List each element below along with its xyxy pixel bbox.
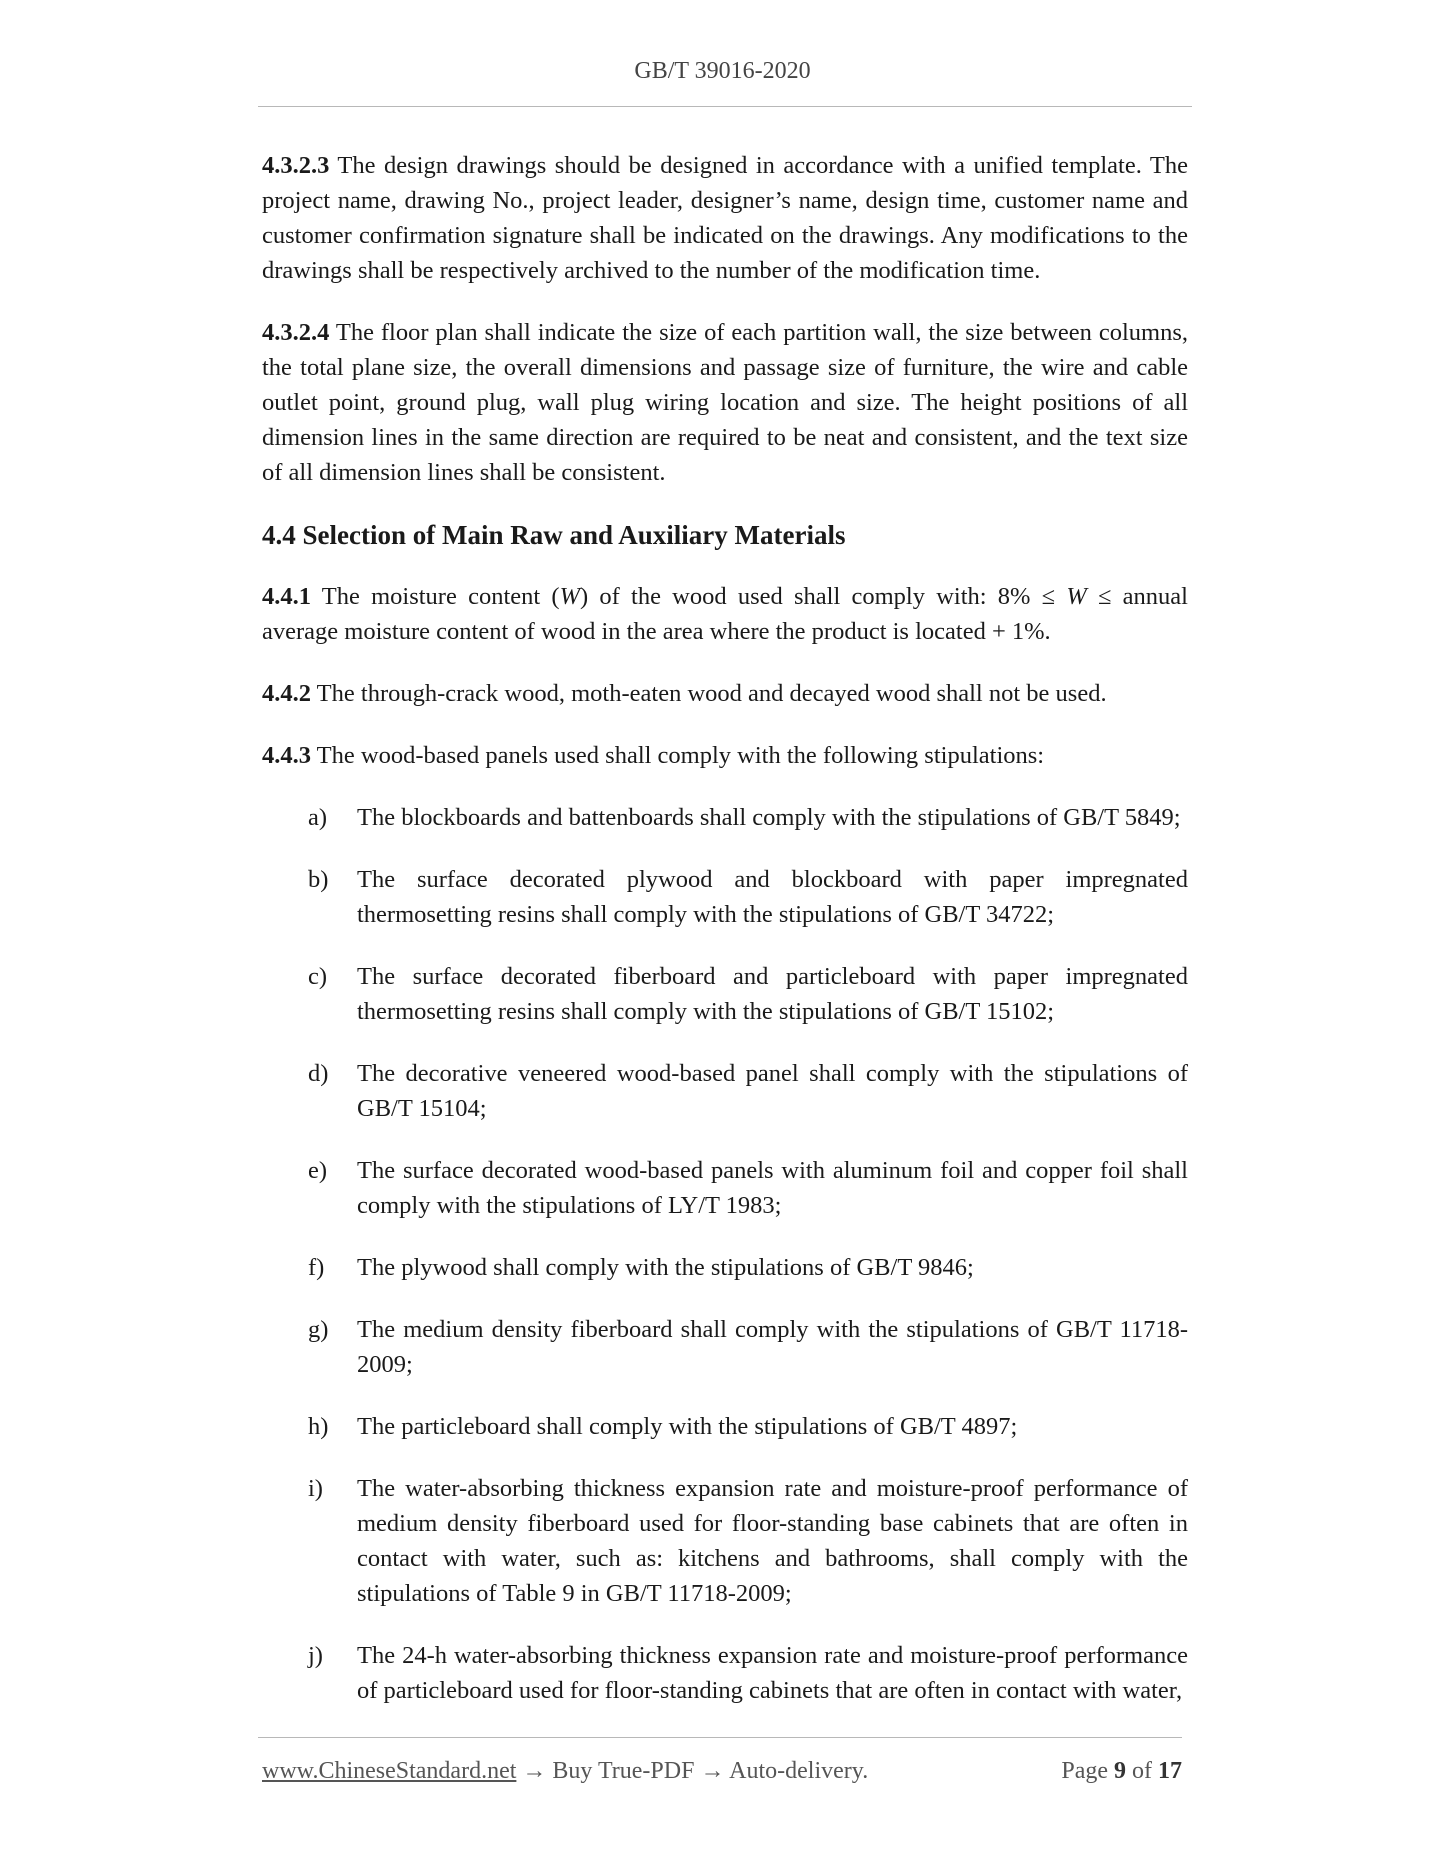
list-letter: d)	[308, 1060, 329, 1087]
arrow-icon: →	[700, 1758, 725, 1784]
list-letter: e)	[308, 1157, 328, 1184]
list-letter: a)	[308, 804, 328, 831]
page-number: 9	[1114, 1758, 1126, 1784]
stipulation-list	[262, 800, 1188, 1708]
variable-w: W	[1066, 583, 1087, 610]
list-text: The blockboards and battenboards shall comply with the stipulations of GB/T 5849;	[357, 804, 1181, 831]
page-label: Page	[1061, 1758, 1108, 1784]
list-item	[262, 1153, 1188, 1223]
list-letter: g)	[308, 1316, 329, 1343]
list-text: The plywood shall comply with the stipulations of GB/T 9846;	[357, 1254, 974, 1281]
buy-text: Buy True-PDF	[552, 1758, 695, 1784]
footer-divider	[258, 1737, 1182, 1738]
list-text: The decorative veneered wood-based panel shall comply with the stipulations of GB/T 15104;	[357, 1060, 1188, 1122]
clause-number: 4.3.2.4	[262, 319, 330, 346]
list-text: The particleboard shall comply with the stipulations of GB/T 4897;	[357, 1413, 1018, 1440]
list-item	[262, 1409, 1188, 1444]
clause-number: 4.4.3	[262, 742, 311, 769]
clause-text: The wood-based panels used shall comply with the following stipulations:	[311, 742, 1045, 769]
list-text: The water-absorbing thickness expansion rate and moisture-proof performance of medium density fiberboard used for floor-standing base cabinets that are often in contact with water, such as: kitchens and bathrooms, shall comply with the stipulations of Table 9 in GB/T 11718-2009;	[357, 1475, 1188, 1607]
list-item	[262, 1638, 1188, 1708]
list-letter: b)	[308, 866, 329, 893]
list-item	[262, 959, 1188, 1029]
list-item	[262, 862, 1188, 932]
list-item	[262, 800, 1188, 835]
document-body	[262, 148, 1188, 1735]
clause-number: 4.4.2	[262, 680, 311, 707]
list-item	[262, 1250, 1188, 1285]
of-label: of	[1132, 1758, 1152, 1784]
list-item	[262, 1471, 1188, 1611]
list-item	[262, 1056, 1188, 1126]
section-heading: 4.4 Selection of Main Raw and Auxiliary Materials	[262, 520, 846, 550]
page-total: 17	[1158, 1758, 1182, 1784]
list-item	[262, 1312, 1188, 1382]
list-text: The medium density fiberboard shall comply with the stipulations of GB/T 11718-2009;	[357, 1316, 1188, 1378]
list-letter: j)	[308, 1642, 323, 1669]
clause-4-3-2-3	[262, 148, 1188, 288]
delivery-text: Auto-delivery.	[729, 1758, 869, 1784]
variable-w: W	[559, 583, 580, 610]
clause-4-4-3	[262, 738, 1188, 773]
list-text: The surface decorated fiberboard and particleboard with paper impregnated thermosetting resins shall comply with the stipulations of GB/T 15102;	[357, 963, 1188, 1025]
clause-text: The floor plan shall indicate the size of each partition wall, the size between columns, the total plane size, the overall dimensions and passage size of furniture, the wire and cable outlet point, ground plug, wall plug wiring location and size. The height positions of all dimension lines in the same direction are required to be neat and consistent, and the text size of all dimension lines shall be consistent.	[262, 319, 1188, 486]
website-link[interactable]: www.ChineseStandard.net	[262, 1758, 517, 1784]
list-letter: f)	[308, 1254, 325, 1281]
list-letter: i)	[308, 1475, 323, 1502]
clause-number: 4.3.2.3	[262, 152, 330, 179]
clause-text: The moisture content (	[311, 583, 560, 610]
arrow-icon: →	[522, 1758, 547, 1784]
clause-4-4-1	[262, 579, 1188, 649]
list-text: The 24-h water-absorbing thickness expansion rate and moisture-proof performance of particleboard used for floor-standing cabinets that are often in contact with water,	[357, 1642, 1188, 1704]
header-divider	[258, 106, 1192, 107]
list-letter: h)	[308, 1413, 329, 1440]
clause-number: 4.4.1	[262, 583, 311, 610]
clause-4-4-2	[262, 676, 1188, 711]
clause-text: The design drawings should be designed in accordance with a unified template. The project name, drawing No., project leader, designer’s name, design time, customer name and customer confirmation signature shall be indicated on the drawings. Any modifications to the drawings shall be respectively archived to the number of the modification time.	[262, 152, 1188, 284]
clause-4-3-2-4	[262, 315, 1188, 490]
document-header-title: GB/T 39016-2020	[634, 58, 811, 84]
list-text: The surface decorated plywood and blockboard with paper impregnated thermosetting resins shall comply with the stipulations of GB/T 34722;	[357, 866, 1188, 928]
page-indicator	[1061, 1758, 1182, 1785]
list-text: The surface decorated wood-based panels with aluminum foil and copper foil shall comply with the stipulations of LY/T 1983;	[357, 1157, 1188, 1219]
clause-text: The through-crack wood, moth-eaten wood and decayed wood shall not be used.	[311, 680, 1107, 707]
clause-text: ) of the wood used shall comply with: 8% ≤	[580, 583, 1067, 610]
footer-promo	[262, 1758, 868, 1785]
clause-text: ≤ annual average moisture content of wood in the area where the product is located + 1%.	[262, 583, 1188, 645]
list-letter: c)	[308, 963, 328, 990]
